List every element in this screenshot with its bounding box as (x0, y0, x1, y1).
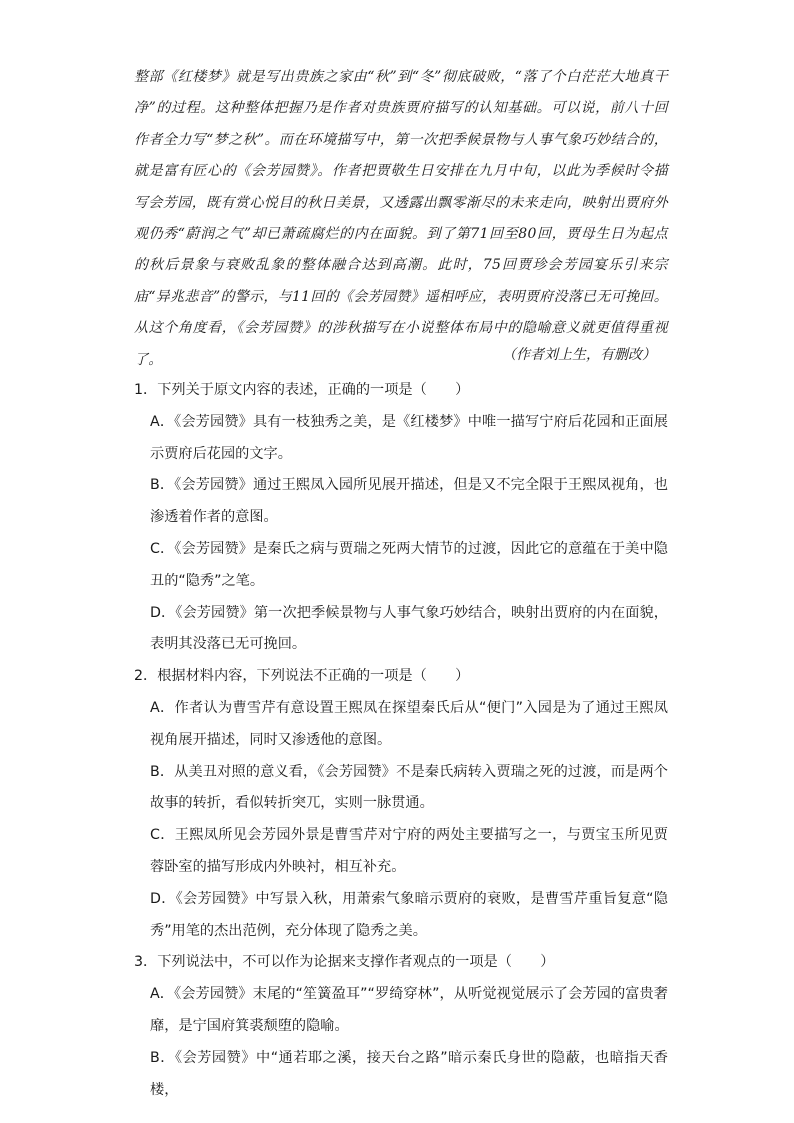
option-a: A．《会芳园赞》具有一枝独秀之美，是《红楼梦》中唯一描写宁府后花园和正面展示贾府后花园的文字。 (150, 413, 668, 462)
question-stem: 3．下列说法中，不可以作为论据来支撑作者观点的一项是（ ） (134, 954, 555, 971)
option-a: A．《会芳园赞》末尾的“笙簧盈耳”“罗绮穿林”，从听觉视觉展示了会芳园的富贵奢靡，是宁国府箕裘颓堕的隐喻。 (150, 986, 668, 1034)
passage-paragraph: 整部《红楼梦》就是写出贵族之家由“秋”到“冬”彻底破败，“落了个白茫茫大地真干净”的过程。这种整体把握乃是作者对贵族贾府描写的认知基础。可以说，前八十回作者全力写“梦之秋”。而在环境描写中，第一次把季候景物与人事气象巧妙结合的，就是富有匠心的《会芳园赞》。作者把贾敬生日安排在九月中旬，以此为季候时令描写会芳园，既有赏心悦目的秋日美景，又透露出飘零渐尽的未来走向，映射出贾府外观仍秀“蔚润之气”却已萧疏腐烂的内在面貌。到了第71回至80回，贾母生日为起点的秋后景象与衰败乱象的整体融合达到高潮。此时，75回贾珍会芳园宴乐引来宗庙“异兆悲音”的警示，与11回的《会芳园赞》遥相呼应，表明贾府没落已无可挽回。从这个角度看，《会芳园赞》的涉秋描写在小说整体布局中的隐喻意义就更值得重视了。 (134, 69, 668, 368)
attribution-line: （作者刘上生，有删改） (502, 347, 656, 363)
question-stem: 2．根据材料内容，下列说法不正确的一项是（ ） (134, 668, 470, 685)
question-1 (134, 375, 668, 661)
option-b: B．《会芳园赞》通过王熙凤入园所见展开描述，但是又不完全限于王熙凤视角，也渗透着作者的意图。 (150, 477, 668, 526)
questions-section (134, 375, 668, 1106)
question-stem: 1．下列关于原文内容的表述，正确的一项是（ ） (134, 382, 470, 398)
option-c: C．《会芳园赞》是秦氏之病与贾瑞之死两大情节的过渡，因此它的意蕴在于美中隐丑的“隐秀”之笔。 (150, 540, 668, 589)
passage-text-block (134, 62, 668, 376)
option-b: B．《会芳园赞》中“通若耶之溪，接天台之路”暗示秦氏身世的隐蔽，也暗指天香楼， (150, 1049, 668, 1098)
option-d: D．《会芳园赞》第一次把季候景物与人事气象巧妙结合，映射出贾府的内在面貌，表明其没落已无可挽回。 (150, 604, 668, 653)
question-3 (134, 947, 668, 1106)
question-2 (134, 661, 668, 947)
option-c: C．王熙凤所见会芳园外景是曹雪芹对宁府的两处主要描写之一，与贾宝玉所见贾蓉卧室的描写形成内外映衬，相互补充。 (150, 827, 668, 875)
option-d: D．《会芳园赞》中写景入秋，用萧索气象暗示贾府的衰败，是曹雪芹重旨复意“隐秀”用笔的杰出范例，充分体现了隐秀之美。 (150, 890, 668, 939)
option-b: B．从美丑对照的意义看，《会芳园赞》不是秦氏病转入贾瑞之死的过渡，而是两个故事的转折，看似转折突兀，实则一脉贯通。 (150, 763, 668, 812)
option-a: A．作者认为曹雪芹有意设置王熙凤在探望秦氏后从“便门”入园是为了通过王熙凤视角展开描述，同时又渗透他的意图。 (150, 699, 668, 748)
